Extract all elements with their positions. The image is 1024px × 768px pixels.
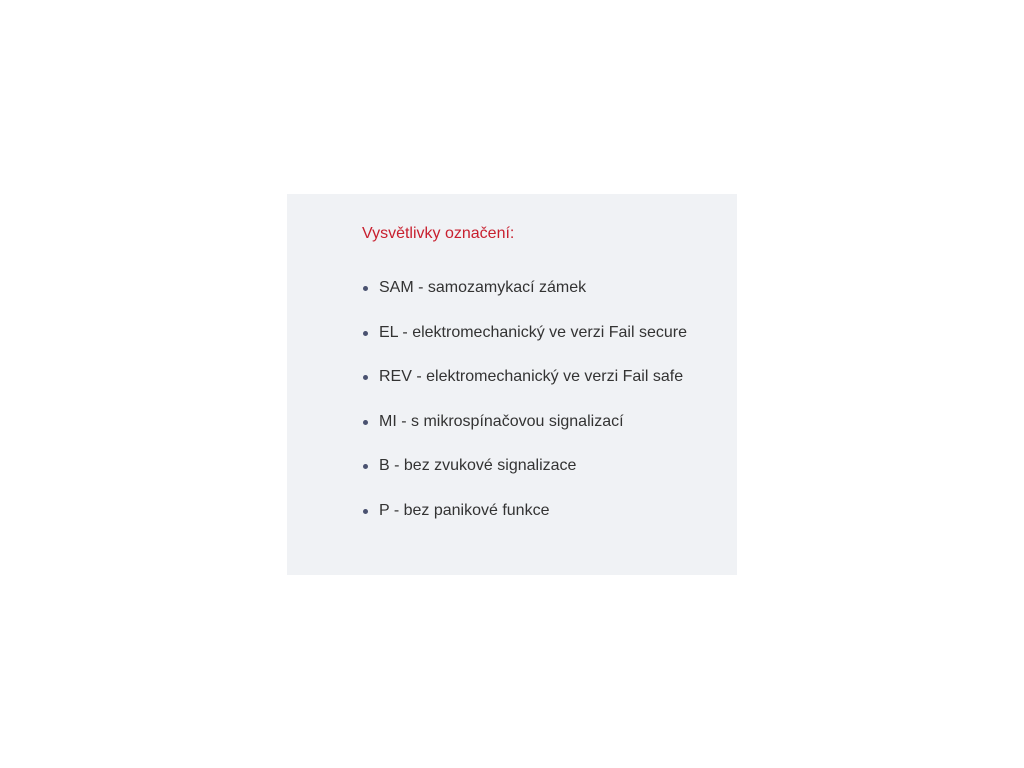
bullet-icon: [363, 509, 368, 514]
legend-item-text: SAM - samozamykací zámek: [379, 279, 587, 296]
bullet-icon: [363, 286, 368, 291]
legend-item-mi: [362, 411, 687, 456]
legend-item-text: REV - elektromechanický ve verzi Fail safe: [379, 368, 684, 386]
legend-item-text: P - bez panikové funkce: [379, 501, 550, 519]
bullet-icon: [363, 331, 368, 336]
legend-title: Vysvětlivky označení:: [362, 225, 515, 242]
legend-item-sam: [362, 277, 687, 322]
legend-item-text: B - bez zvukové signalizace: [379, 457, 577, 475]
legend-item-el: [362, 322, 687, 367]
bullet-icon: [363, 375, 368, 380]
legend-item-text: MI - s mikrospínačovou signalizací: [379, 412, 624, 430]
bullet-icon: [363, 464, 368, 469]
legend-item-rev: [362, 366, 687, 411]
legend-item-b: [362, 455, 687, 500]
legend-box: [287, 194, 737, 575]
bullet-icon: [363, 420, 368, 425]
legend-list: [362, 277, 687, 545]
legend-item-p: [362, 500, 687, 545]
legend-item-text: EL - elektromechanický ve verzi Fail secure: [379, 323, 687, 341]
